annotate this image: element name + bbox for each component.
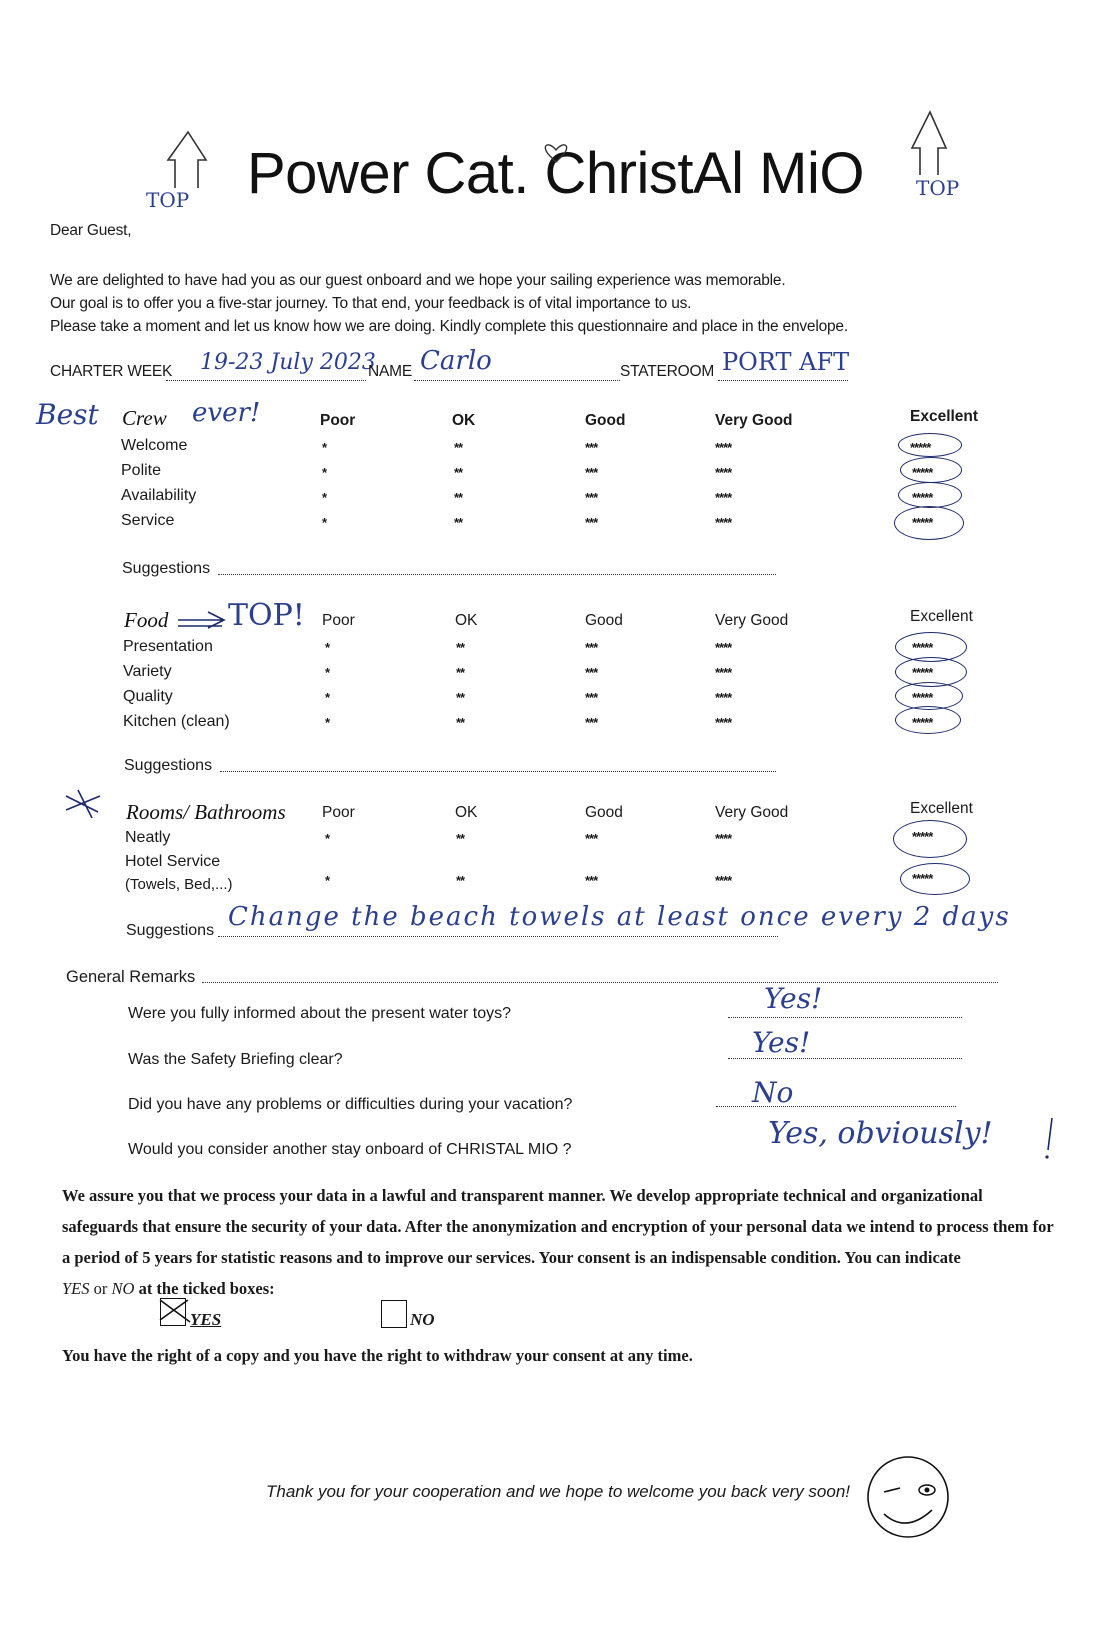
crew-availability-ok[interactable]: ** [454,490,463,505]
food-header-ok: OK [455,612,478,629]
food-kitchen-ok[interactable]: ** [456,715,465,730]
general-remarks-line[interactable] [202,982,998,983]
crew-header-good: Good [585,412,626,429]
consent-no-label: NO [410,1310,435,1329]
food-item-variety: Variety [123,663,172,680]
consent-yes-label: YES [190,1310,222,1329]
right-to-withdraw-text: You have the right of a copy and you have the right to withdraw your consent at any time. [62,1346,693,1365]
rooms-hotel-poor[interactable]: * [325,873,330,888]
crew-polite-poor[interactable]: * [322,465,327,480]
rooms-header-very-good: Very Good [715,804,789,821]
food-header-very-good: Very Good [715,612,789,629]
food-item-kitchen: Kitchen (clean) [123,713,230,730]
handwritten-ever: ever! [192,398,261,428]
consent-yes-checkbox[interactable] [160,1298,186,1326]
food-presentation-poor[interactable]: * [325,640,330,655]
crew-header-ok: OK [452,412,476,429]
handwritten-top-left: TOP [146,188,190,212]
crew-header-very-good: Very Good [715,412,793,429]
crew-availability-good[interactable]: *** [585,490,598,505]
crew-service-good[interactable]: *** [585,515,598,530]
crew-welcome-good[interactable]: *** [585,440,598,455]
question-problems: Did you have any problems or difficulties during your vacation? [128,1096,573,1113]
rooms-suggestions-label: Suggestions [126,922,215,939]
food-quality-good[interactable]: *** [585,690,598,705]
food-item-presentation: Presentation [123,638,213,655]
intro-line-1: We are delighted to have had you as our guest onboard and we hope your sailing experience was memorable. [50,272,786,289]
crew-polite-good[interactable]: *** [585,465,598,480]
food-quality-excellent[interactable]: ***** [912,690,933,705]
rooms-neatly-excellent-circle [893,820,967,858]
rooms-neatly-excellent[interactable]: ***** [912,829,933,844]
food-variety-poor[interactable]: * [325,665,330,680]
crew-polite-excellent-circle [900,457,962,483]
name-value[interactable]: Carlo [420,346,492,376]
data-privacy-text: We assure you that we process your data in a lawful and transparent manner. We develop appropriate technical and organizational safeguards that ensure the security of your data. After the anonymization and encryption of your personal data we intend to process them for a period of 5 years for statistic reasons and to improve our services. Your consent is an indispensable condition. You can indicate [62,1186,1054,1267]
crew-welcome-ok[interactable]: ** [454,440,463,455]
rooms-header-excellent: Excellent [910,800,973,817]
food-kitchen-good[interactable]: *** [585,715,598,730]
handwritten-best: Best [36,398,99,431]
intro-line-2: Our goal is to offer you a five-star journey. To that end, your feedback is of vital importance to us. [50,295,692,312]
food-header-good: Good [585,612,623,629]
answer-water-toys[interactable]: Yes! [764,982,823,1015]
food-presentation-ok[interactable]: ** [456,640,465,655]
crew-welcome-very-good[interactable]: **** [715,440,732,455]
rooms-item-towels-bed: (Towels, Bed,...) [125,876,233,893]
answer-safety[interactable]: Yes! [752,1026,811,1059]
answer-problems[interactable]: No [752,1076,794,1109]
food-presentation-very-good[interactable]: **** [715,640,732,655]
rooms-header-ok: OK [455,804,478,821]
food-kitchen-poor[interactable]: * [325,715,330,730]
intro-line-3: Please take a moment and let us know how we are doing. Kindly complete this questionnaire and place in the envelope. [50,318,848,335]
food-kitchen-excellent[interactable]: ***** [912,715,933,730]
handwritten-top-right: TOP [916,176,960,200]
crew-availability-excellent-circle [898,482,962,508]
rooms-suggestions-line[interactable] [218,936,778,937]
food-presentation-excellent[interactable]: ***** [912,640,933,655]
stateroom-value[interactable]: PORT AFT [722,348,850,376]
consent-no-checkbox[interactable] [381,1300,407,1328]
food-variety-ok[interactable]: ** [456,665,465,680]
food-section-title: Food [124,608,169,632]
rooms-neatly-ok[interactable]: ** [456,831,465,846]
crew-polite-ok[interactable]: ** [454,465,463,480]
rooms-hotel-excellent[interactable]: ***** [912,871,933,886]
food-quality-ok[interactable]: ** [456,690,465,705]
crew-header-excellent: Excellent [910,408,979,425]
crew-service-ok[interactable]: ** [454,515,463,530]
ticked-boxes-text: at the ticked boxes: [134,1279,275,1298]
food-suggestions-line[interactable] [220,771,776,772]
rooms-header-poor: Poor [322,804,355,821]
general-remarks-label: General Remarks [66,968,196,986]
crew-suggestions-label: Suggestions [122,560,211,577]
crew-availability-very-good[interactable]: **** [715,490,732,505]
food-kitchen-excellent-circle [895,706,961,734]
food-variety-very-good[interactable]: **** [715,665,732,680]
crew-service-excellent-circle [894,506,964,540]
yes-word: YES [62,1279,90,1298]
question-water-toys: Were you fully informed about the present water toys? [128,1005,512,1022]
crew-item-service: Service [121,512,175,529]
rooms-hotel-good[interactable]: *** [585,873,598,888]
crew-service-excellent[interactable]: ***** [912,515,933,530]
food-variety-excellent[interactable]: ***** [912,665,933,680]
crew-section-title: Crew [122,406,167,430]
crew-service-very-good[interactable]: **** [715,515,732,530]
or-word: or [89,1279,112,1298]
food-variety-good[interactable]: *** [585,665,598,680]
crew-header-poor: Poor [320,412,356,429]
rooms-item-neatly: Neatly [125,829,171,846]
food-presentation-good[interactable]: *** [585,640,598,655]
no-word: NO [111,1279,135,1298]
rooms-hotel-ok[interactable]: ** [456,873,465,888]
form-title: Power Cat. ChristAl MiO [247,141,864,206]
food-quality-very-good[interactable]: **** [715,690,732,705]
greeting: Dear Guest, [50,222,132,239]
crew-item-welcome: Welcome [121,437,188,454]
crew-suggestions-line[interactable] [218,574,776,575]
crew-service-poor[interactable]: * [322,515,327,530]
charter-week-value[interactable]: 19-23 July 2023 [200,350,376,375]
handwritten-food-top: TOP! [228,598,305,633]
food-quality-poor[interactable]: * [325,690,330,705]
crew-availability-excellent[interactable]: ***** [912,490,933,505]
stateroom-label: STATEROOM [620,363,715,380]
rooms-hotel-excellent-circle [900,863,970,895]
rooms-section-title: Rooms/ Bathrooms [126,800,286,824]
crew-polite-very-good[interactable]: **** [715,465,732,480]
rooms-suggestions-value[interactable]: Change the beach towels at least once every 2 days [228,902,1011,932]
food-suggestions-label: Suggestions [124,757,213,774]
food-item-quality: Quality [123,688,173,705]
crew-welcome-excellent-circle [898,433,962,457]
charter-week-label: CHARTER WEEK [50,363,173,380]
rooms-item-hotel-service: Hotel Service [125,853,221,870]
crew-polite-excellent[interactable]: ***** [912,465,933,480]
food-kitchen-very-good[interactable]: **** [715,715,732,730]
food-header-poor: Poor [322,612,355,629]
question-safety: Was the Safety Briefing clear? [128,1051,343,1068]
data-privacy-statement [62,1180,1062,1304]
rooms-neatly-good[interactable]: *** [585,831,598,846]
crew-item-availability: Availability [121,487,197,504]
crew-availability-poor[interactable]: * [322,490,327,505]
rooms-neatly-poor[interactable]: * [325,831,330,846]
thank-you-text: Thank you for your cooperation and we hope to welcome you back very soon! [266,1482,851,1501]
rooms-hotel-very-good[interactable]: **** [715,873,732,888]
name-label: NAME [368,363,412,380]
crew-item-polite: Polite [121,462,162,479]
food-header-excellent: Excellent [910,608,973,625]
answer-another-stay[interactable]: Yes, obviously! [768,1116,993,1151]
crew-welcome-poor[interactable]: * [322,440,327,455]
rooms-header-good: Good [585,804,623,821]
rooms-neatly-very-good[interactable]: **** [715,831,732,846]
question-another-stay: Would you consider another stay onboard of CHRISTAL MIO ? [128,1141,572,1158]
crew-welcome-excellent[interactable]: ***** [910,440,931,455]
